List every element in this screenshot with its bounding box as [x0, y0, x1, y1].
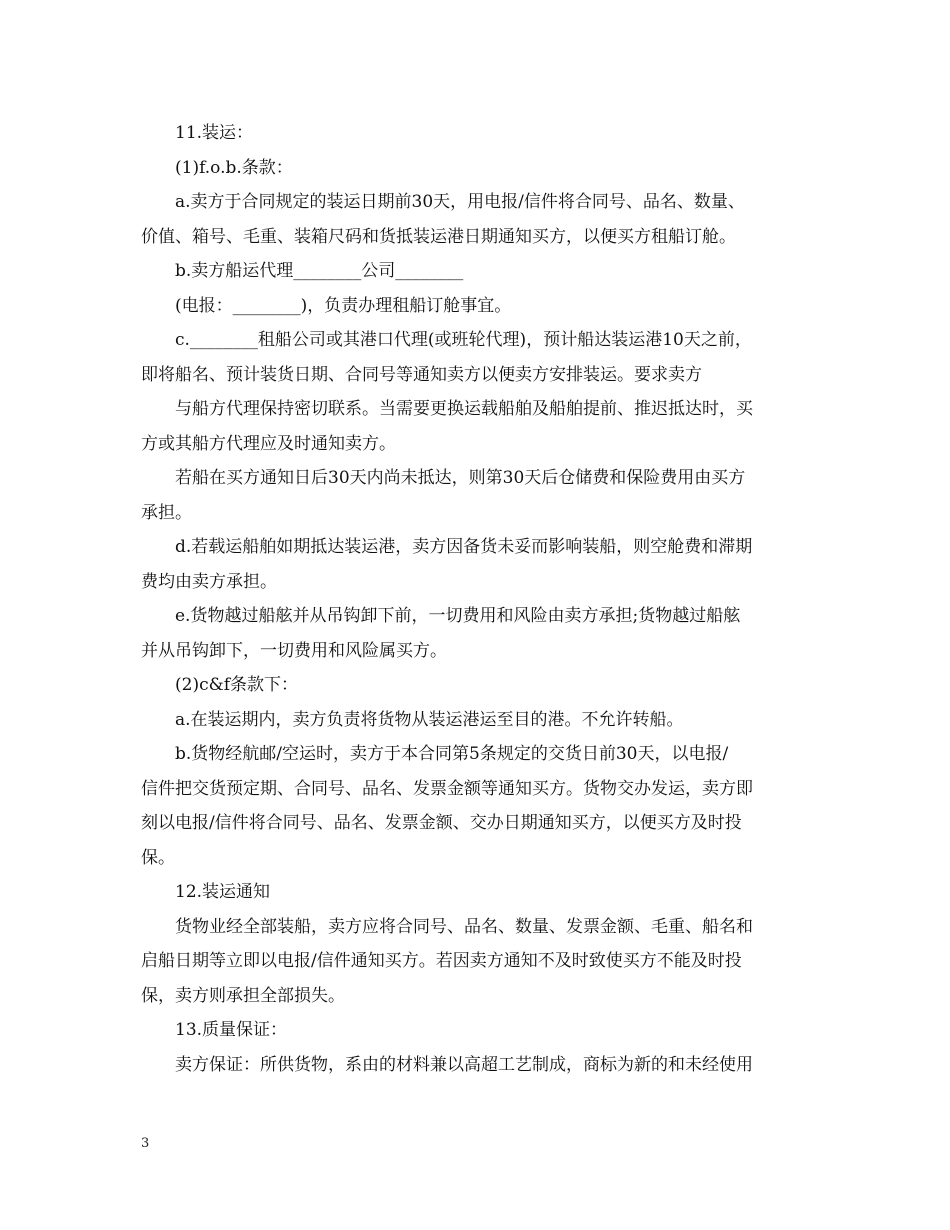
text-line: e.货物越过船舷并从吊钩卸下前，一切费用和风险由卖方承担;货物越过船舷 [175, 606, 741, 626]
text-line: (2)c&f条款下： [175, 675, 299, 695]
text-line: a.卖方于合同规定的装运日期前30天，用电报/信件将合同号、品名、数量、 [175, 192, 745, 212]
text-line: 卖方保证：所供货物，系由的材料兼以高超工艺制成，商标为新的和未经使用 [175, 1054, 753, 1075]
text-line: 承担。 [141, 502, 192, 523]
text-line: 信件把交货预定期、合同号、品名、发票金额等通知买方。货物交办发运，卖方即 [141, 778, 753, 799]
text-line: b.卖方船运代理________公司________ [175, 261, 464, 281]
text-line: 保。 [141, 847, 175, 868]
text-line: (1)f.o.b.条款： [175, 157, 293, 178]
text-line: 货物业经全部装船，卖方应将合同号、品名、数量、发票金额、毛重、船名和 [175, 916, 753, 937]
text-line: 方或其船方代理应及时通知卖方。 [141, 433, 396, 454]
text-line: 费均由卖方承担。 [141, 571, 277, 592]
text-line: 即将船名、预计装货日期、合同号等通知卖方以便卖方安排装运。要求卖方 [141, 364, 702, 385]
text-line: 保，卖方则承担全部损失。 [141, 985, 345, 1006]
text-line: 价值、箱号、毛重、装箱尺码和货抵装运港日期通知买方，以便买方租船订舱。 [141, 226, 736, 247]
text-line: (电报：________)，负责办理租船订舱事宜。 [175, 295, 512, 316]
text-line: 若船在买方通知日后30天内尚未抵达，则第30天后仓储费和保险费用由买方 [175, 468, 746, 488]
text-line: a.在装运期内，卖方负责将货物从装运港运至目的港。不允许转船。 [175, 709, 684, 730]
text-line: 13.质量保证： [175, 1020, 288, 1040]
text-line: 12.装运通知 [175, 882, 271, 902]
text-line: d.若载运船舶如期抵达装运港，卖方因备货未妥而影响装船，则空舱费和滞期 [175, 537, 753, 557]
text-line: b.货物经航邮/空运时，卖方于本合同第5条规定的交货日前30天，以电报/ [175, 744, 729, 764]
text-line: 与船方代理保持密切联系。当需要更换运载船舶及船舶提前、推迟抵达时，买 [175, 399, 753, 419]
text-line: 11.装运： [175, 123, 254, 143]
text-line: 刻以电报/信件将合同号、品名、发票金额、交办日期通知买方，以便买方及时投 [141, 813, 742, 833]
text-line: c.________租船公司或其港口代理(或班轮代理)，预计船达装运港10天之前， [175, 330, 752, 350]
page-number: 3 [141, 1136, 150, 1151]
document-body [141, 116, 811, 1082]
text-line: 启船日期等立即以电报/信件通知买方。若因卖方通知不及时致使买方不能及时投 [141, 951, 742, 971]
text-line: 并从吊钩卸下，一切费用和风险属买方。 [141, 640, 447, 661]
